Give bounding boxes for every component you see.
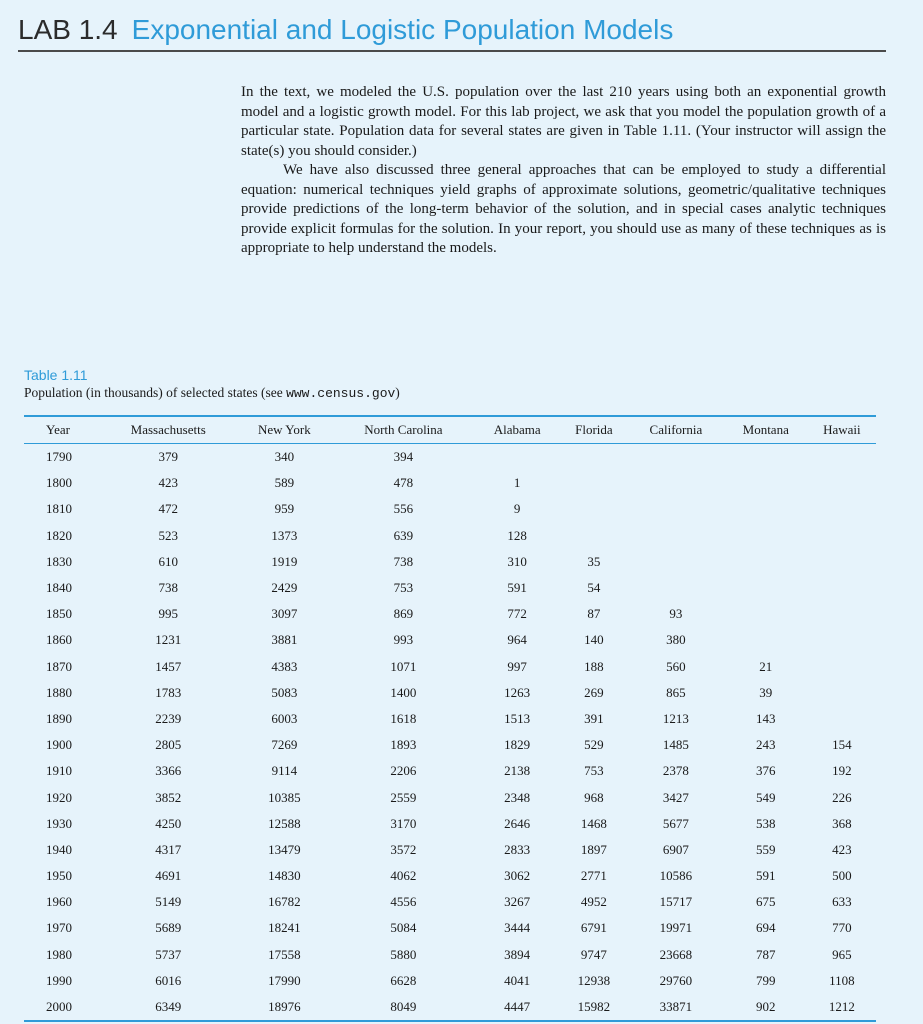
caption-prefix: Population (in thousands) of selected states (see <box>24 385 287 400</box>
table-cell <box>808 496 876 522</box>
table-cell <box>808 680 876 706</box>
table-cell: 3881 <box>271 632 298 648</box>
table-cell: 1 <box>513 475 521 491</box>
table-row <box>24 889 876 915</box>
table-cell <box>808 654 876 680</box>
table-cell: 154 <box>832 737 852 753</box>
table-cell: 1783 <box>155 684 182 700</box>
table-cell: 3852 <box>155 789 182 805</box>
table-cell: 4447 <box>504 999 531 1015</box>
table-cell: 2348 <box>504 789 531 805</box>
table-row <box>24 915 876 941</box>
table-cell: 1930 <box>46 815 72 831</box>
intro-paragraph-2: We have also discussed three general approaches that can be employed to study a differential equation: numerical techniques yield graphs of approximate solutions, geometric/qualitative techniques provide predictions of the long-term behavior of the solution, and in special cases analytic techniques provide explicit formulas for the solution. In your report, you should use as many of these techniques as is appropriate to help understand the models. <box>241 162 886 256</box>
table-cell: 639 <box>393 527 414 543</box>
table-row <box>24 654 876 680</box>
table-cell: 23668 <box>659 946 693 962</box>
table-cell: 93 <box>669 606 683 622</box>
table-cell: 14830 <box>268 868 301 884</box>
table-cell: 6907 <box>662 841 689 857</box>
table-row <box>24 837 876 863</box>
table-row <box>24 784 876 810</box>
table-cell: 29760 <box>659 972 693 988</box>
table-cell: 3366 <box>155 763 182 779</box>
table-cell: 2429 <box>271 580 298 596</box>
table-cell: 3444 <box>504 920 531 936</box>
table-cell: 368 <box>832 815 852 831</box>
table-cell: 4250 <box>155 815 182 831</box>
table-row <box>24 968 876 994</box>
table-cell: 1919 <box>271 553 298 569</box>
table-body <box>24 444 876 1021</box>
table-cell: 770 <box>832 920 852 936</box>
table-cell: 968 <box>584 789 604 805</box>
table-cell: 6016 <box>155 972 182 988</box>
table-cell: 5677 <box>662 815 689 831</box>
table-cell: 9114 <box>271 763 298 779</box>
table-cell <box>724 444 808 471</box>
table-row <box>24 523 876 549</box>
table-cell <box>628 444 724 471</box>
table-cell: 1810 <box>46 501 72 517</box>
table-cell: 2138 <box>504 763 531 779</box>
table-cell: 1910 <box>46 763 72 779</box>
table-header-row <box>24 417 876 444</box>
table-cell: 1850 <box>46 606 72 622</box>
table-cell: 33871 <box>659 999 693 1015</box>
table-cell: 2833 <box>504 841 531 857</box>
table-cell: 1231 <box>155 632 182 648</box>
table-cell: 423 <box>158 475 178 491</box>
table-cell: 7269 <box>271 737 298 753</box>
table-cell <box>628 470 724 496</box>
table-cell <box>560 444 628 471</box>
table-cell <box>808 601 876 627</box>
table-cell: 1618 <box>390 710 417 726</box>
table-cell <box>724 627 808 653</box>
table-row <box>24 627 876 653</box>
table-cell: 340 <box>274 449 295 465</box>
table-cell: 753 <box>393 580 414 596</box>
table-cell: 1920 <box>46 789 72 805</box>
table-cell: 1468 <box>580 815 607 831</box>
table-cell: 87 <box>587 606 601 622</box>
table-row <box>24 863 876 889</box>
table-cell: 2239 <box>155 710 182 726</box>
table-cell: 5084 <box>390 920 417 936</box>
table-cell: 529 <box>584 737 604 753</box>
table-cell: 5737 <box>155 946 182 962</box>
table-cell: 738 <box>158 580 178 596</box>
table-row <box>24 680 876 706</box>
table-row <box>24 732 876 758</box>
table-cell: 3894 <box>504 946 531 962</box>
table-cell: 559 <box>756 841 776 857</box>
table-cell: 1990 <box>46 972 72 988</box>
table-cell: 1829 <box>504 737 531 753</box>
table-cell <box>808 444 876 471</box>
table-cell: 6791 <box>580 920 607 936</box>
table-cell <box>628 575 724 601</box>
table-cell: 799 <box>756 972 776 988</box>
table-cell: 500 <box>832 868 852 884</box>
table-cell: 589 <box>274 475 295 491</box>
column-header: Montana <box>724 417 808 444</box>
table-cell: 2805 <box>155 737 182 753</box>
table-cell: 143 <box>756 710 776 726</box>
table-cell: 39 <box>759 684 773 700</box>
table-cell: 2378 <box>662 763 689 779</box>
table-cell: 1820 <box>46 527 72 543</box>
table-cell: 4952 <box>580 894 607 910</box>
table-cell: 523 <box>158 527 178 543</box>
table-cell: 10586 <box>659 868 693 884</box>
table-cell <box>560 470 628 496</box>
table-cell: 2206 <box>390 763 417 779</box>
table-cell: 379 <box>158 449 178 465</box>
table-row <box>24 470 876 496</box>
table-caption <box>24 366 400 403</box>
table-cell: 959 <box>274 501 295 517</box>
table-cell <box>808 627 876 653</box>
table-cell: 965 <box>832 946 852 962</box>
lab-number: LAB 1.4 <box>18 14 118 45</box>
table-cell: 995 <box>158 606 178 622</box>
lab-header <box>18 10 886 52</box>
column-header: California <box>628 417 724 444</box>
census-link: www.census.gov <box>286 386 396 401</box>
column-header: Year <box>24 417 100 444</box>
table-cell: 1071 <box>390 658 417 674</box>
table-cell: 15982 <box>577 999 611 1015</box>
column-header: New York <box>236 417 332 444</box>
table-cell <box>808 549 876 575</box>
table-cell: 54 <box>587 580 601 596</box>
table-cell: 1263 <box>504 684 531 700</box>
table-cell: 993 <box>393 632 414 648</box>
table-cell: 35 <box>587 553 601 569</box>
table-cell: 902 <box>756 999 776 1015</box>
table-cell: 5149 <box>155 894 182 910</box>
table-cell: 2646 <box>504 815 531 831</box>
table-cell: 1950 <box>46 868 72 884</box>
table-cell: 1860 <box>46 632 72 648</box>
table-cell <box>560 496 628 522</box>
intro-paragraph-1: In the text, we modeled the U.S. population over the last 210 years using both an exponential growth model and a logistic growth model. For this lab project, we ask that you model the population growth of a particular state. Population data for several states are given in Table 1.11. (Your instructor will assign the state(s) you should consider.) <box>241 84 886 159</box>
table-cell: 12588 <box>268 815 301 831</box>
table-cell: 2000 <box>46 999 72 1015</box>
table-cell <box>808 470 876 496</box>
table-description <box>24 384 400 403</box>
column-header: Hawaii <box>808 417 876 444</box>
table-cell: 675 <box>756 894 776 910</box>
table-row <box>24 444 876 471</box>
table-cell: 3572 <box>390 841 417 857</box>
table-cell: 4556 <box>390 894 417 910</box>
population-table <box>24 415 876 1022</box>
table-cell: 3427 <box>662 789 689 805</box>
table-cell <box>724 601 808 627</box>
table-cell: 391 <box>584 710 604 726</box>
column-header: Alabama <box>475 417 560 444</box>
table-cell: 16782 <box>268 894 301 910</box>
table-cell: 13479 <box>268 841 301 857</box>
table-cell <box>560 523 628 549</box>
table-cell <box>628 523 724 549</box>
table-cell: 423 <box>832 841 852 857</box>
table-cell: 1830 <box>46 553 72 569</box>
table-cell: 2559 <box>390 789 417 805</box>
table-cell <box>808 523 876 549</box>
table-cell: 1900 <box>46 737 72 753</box>
table-cell: 4383 <box>271 658 298 674</box>
table-cell: 964 <box>507 632 527 648</box>
table-cell: 610 <box>158 553 178 569</box>
table-cell: 1108 <box>829 972 855 988</box>
table-cell: 269 <box>584 684 604 700</box>
table-cell: 1790 <box>46 449 72 465</box>
intro-text <box>241 83 886 259</box>
table-cell: 1485 <box>662 737 689 753</box>
table-cell: 478 <box>393 475 414 491</box>
table-cell: 17558 <box>268 946 301 962</box>
table-cell: 556 <box>393 501 414 517</box>
table-cell <box>724 575 808 601</box>
table-cell: 6003 <box>271 710 298 726</box>
table-cell: 5083 <box>271 684 298 700</box>
table-cell: 226 <box>832 789 852 805</box>
table-cell: 869 <box>393 606 414 622</box>
table-cell: 1800 <box>46 475 72 491</box>
table-cell: 3267 <box>504 894 531 910</box>
table-cell: 738 <box>393 553 414 569</box>
table-cell: 5689 <box>155 920 182 936</box>
table-cell: 8049 <box>390 999 417 1015</box>
table-cell <box>724 549 808 575</box>
table-cell: 128 <box>507 527 527 543</box>
table-cell: 18976 <box>268 999 301 1015</box>
table-cell: 21 <box>759 658 773 674</box>
table-cell: 1373 <box>271 527 298 543</box>
table-row <box>24 758 876 784</box>
table-cell: 2771 <box>580 868 607 884</box>
table-cell <box>808 706 876 732</box>
table-cell: 1840 <box>46 580 72 596</box>
table-cell: 591 <box>507 580 527 596</box>
table-row <box>24 496 876 522</box>
table-cell: 394 <box>393 449 414 465</box>
table-cell: 1880 <box>46 684 72 700</box>
table-cell: 380 <box>666 632 686 648</box>
table-cell: 188 <box>584 658 604 674</box>
table-cell: 694 <box>756 920 776 936</box>
table-cell: 5880 <box>390 946 417 962</box>
table-cell: 1960 <box>46 894 72 910</box>
table-cell: 6628 <box>390 972 417 988</box>
table-cell: 376 <box>756 763 776 779</box>
table-cell: 591 <box>756 868 776 884</box>
table-cell: 3170 <box>390 815 417 831</box>
table-label: Table 1.11 <box>24 367 88 383</box>
table-cell: 549 <box>756 789 776 805</box>
table-cell: 18241 <box>268 920 301 936</box>
table-cell: 15717 <box>659 894 693 910</box>
table-cell: 4062 <box>390 868 417 884</box>
table-cell: 1212 <box>828 999 855 1015</box>
table-cell: 140 <box>584 632 604 648</box>
table-row <box>24 994 876 1020</box>
table-cell: 3062 <box>504 868 531 884</box>
table-cell: 1970 <box>46 920 72 936</box>
table-cell: 19971 <box>659 920 693 936</box>
table-cell: 753 <box>584 763 604 779</box>
table-cell: 787 <box>756 946 776 962</box>
table-cell: 560 <box>666 658 686 674</box>
column-header: North Carolina <box>332 417 474 444</box>
table-cell: 1897 <box>580 841 607 857</box>
table-cell: 997 <box>507 658 527 674</box>
table-cell <box>724 470 808 496</box>
table-cell <box>724 496 808 522</box>
table-cell: 1213 <box>662 710 689 726</box>
table-cell: 1980 <box>46 946 72 962</box>
table-row <box>24 942 876 968</box>
column-header: Florida <box>560 417 628 444</box>
table-cell <box>808 575 876 601</box>
table-cell <box>628 496 724 522</box>
table-cell: 1513 <box>504 710 531 726</box>
table-cell <box>475 444 560 471</box>
table-cell: 1870 <box>46 658 72 674</box>
table-cell <box>628 549 724 575</box>
table-row <box>24 601 876 627</box>
table-cell: 192 <box>832 763 852 779</box>
table-row <box>24 575 876 601</box>
table-cell: 310 <box>507 553 527 569</box>
table-cell: 243 <box>756 737 776 753</box>
table-cell: 1400 <box>390 684 417 700</box>
table-cell: 865 <box>666 684 686 700</box>
table-cell: 1457 <box>155 658 182 674</box>
table-cell: 1940 <box>46 841 72 857</box>
table-cell: 1893 <box>390 737 417 753</box>
lab-title: Exponential and Logistic Population Models <box>131 14 674 45</box>
table-cell <box>724 523 808 549</box>
table-cell: 12938 <box>577 972 611 988</box>
table-cell: 9 <box>513 501 521 517</box>
table-cell: 772 <box>507 606 527 622</box>
table-cell: 538 <box>756 815 776 831</box>
table-cell: 4317 <box>155 841 182 857</box>
table-row <box>24 549 876 575</box>
table-cell: 4041 <box>504 972 531 988</box>
table-cell: 6349 <box>155 999 182 1015</box>
table-cell: 4691 <box>155 868 182 884</box>
table-cell: 1890 <box>46 710 72 726</box>
table-cell: 472 <box>158 501 178 517</box>
table-row <box>24 706 876 732</box>
column-header: Massachusetts <box>100 417 236 444</box>
table-cell: 3097 <box>271 606 298 622</box>
caption-suffix: ) <box>395 385 400 400</box>
table-cell: 633 <box>832 894 852 910</box>
table-cell: 10385 <box>268 789 301 805</box>
table-row <box>24 811 876 837</box>
table-cell: 9747 <box>580 946 607 962</box>
table-cell: 17990 <box>268 972 301 988</box>
